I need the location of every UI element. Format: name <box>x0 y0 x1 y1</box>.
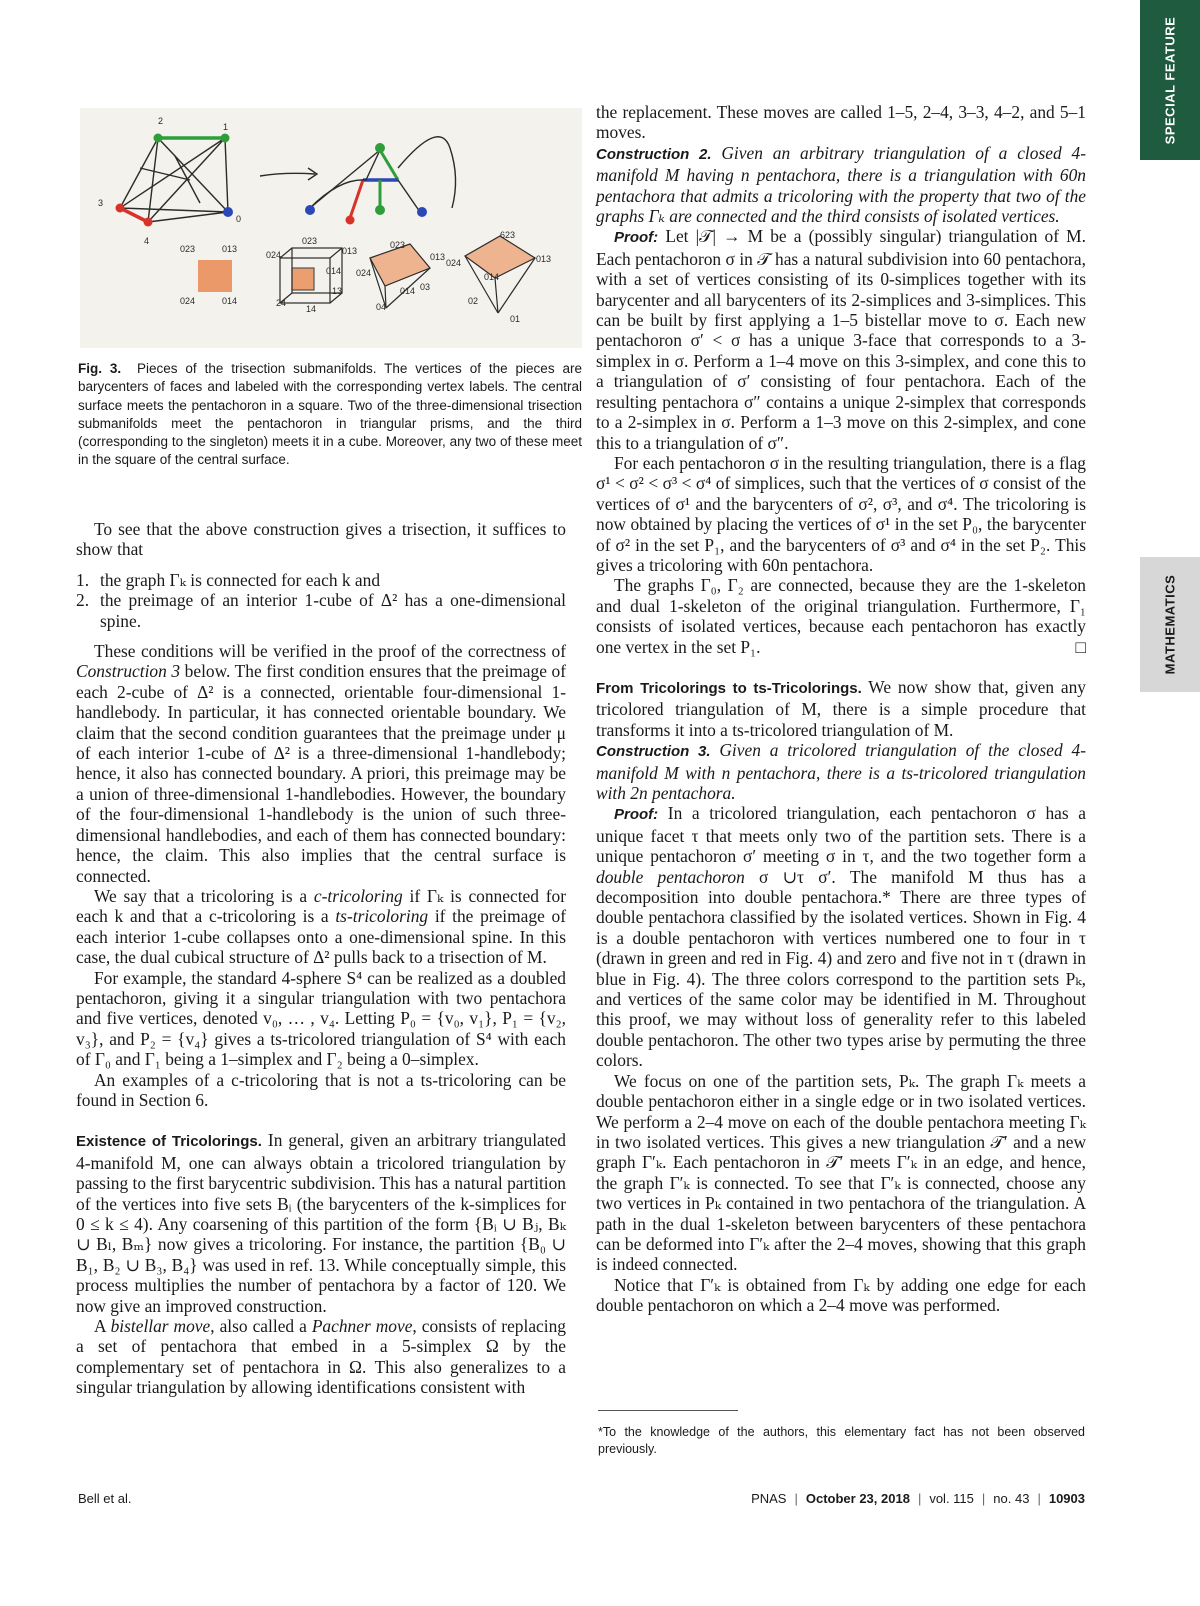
right-column <box>596 102 1086 1316</box>
vertex-label: 3 <box>98 198 104 208</box>
crossref-link[interactable]: Construction 3 <box>76 661 181 682</box>
text-run: , consists of replacing a set of pentachora that embed in a 5-simplex Ω by the complementary set of pentachora in Ω. This also generalizes to a singular triangulation by allowing identifications consistent with <box>76 1316 566 1398</box>
vertex-label: 024 <box>356 268 372 278</box>
vertex-label: 023 <box>302 236 318 246</box>
footer-journal: PNAS <box>751 1491 787 1506</box>
vertex-label: 623 <box>500 230 516 240</box>
figure-3 <box>80 108 582 348</box>
mathematics-tab <box>1140 557 1200 692</box>
square-piece <box>198 260 232 292</box>
text-run: , also called a <box>210 1316 312 1337</box>
term: bistellar move <box>110 1316 211 1337</box>
text-run: We say that a tricoloring is a <box>94 885 314 906</box>
vertex-label: 014 <box>484 272 500 282</box>
vertex-label: 014 <box>222 296 238 306</box>
vertex-label: 03 <box>420 282 431 292</box>
paragraph: We focus on one of the partition sets, Pₖ. The graph Γₖ meets a double pentachoron either in a single edge or in two isolated vertices. We perform a 2–4 move on each of the double pentachora meeting Γₖ in two isolated vertices. This gives a new triangulation 𝒯′ and a new graph Γ′ₖ. Each pentachoron in 𝒯′ meets Γ′ₖ in an edge, and hence, the graph Γ′ₖ is connected. To see that Γ′ₖ is connected, choose any two vertices in Pₖ contained in two pentachora of the triangulation. A path in the dual 1-skeleton between barycenters of these pentachora can be deformed into Γ′ₖ after the 2–4 moves, showing that this graph is indeed connected. <box>596 1070 1086 1275</box>
vertex-dot <box>221 134 230 143</box>
vertex-label: 02 <box>468 296 479 306</box>
text-run: if the preimage of each interior 1-cube collapses onto a one-dimensional spine. In this case, the dual cubical structure of Δ² pulls back to a trisection of M. <box>76 906 566 968</box>
vertex-label: 013 <box>430 252 446 262</box>
vertex-label: 014 <box>400 286 416 296</box>
paragraph <box>76 641 566 886</box>
vertex-dot <box>346 216 355 225</box>
vertex-dot <box>417 207 427 217</box>
special-feature-tab <box>1140 0 1200 160</box>
vertex-dot <box>116 204 125 213</box>
list-item <box>76 590 566 631</box>
construction-heading: Construction 3. <box>596 743 711 761</box>
text-run: Let |𝒯| → M be a (possibly singular) triangulation of M. Each pentachoron σ in 𝒯 has a natural subdivision into 60 pentachora, with a set of vertices consisting of its 0-simplices together with its barycenter and all barycenters of its 2-simplices and 3-simplices. This can be built by first applying a 1–5 bistellar move to σ. Each new pentachoron σ′ < σ has a unique 3-face that corresponds to a 3-simplex in σ. Perform a 1–4 move on this 3-simplex, and cone this to a triangulation of σ′ consisting of four pentachora. Each of the resulting pentachora σ″ contains a unique 2-simplex that corresponds to a 2-simplex in σ. Perform a 1–3 move on this 2-simplex, and cone this to a triangulation of σ″. <box>596 226 1086 453</box>
paragraph <box>596 575 1086 657</box>
proof <box>596 803 1086 1070</box>
text-run: if Γₖ is connected for each k and that a c-tricoloring is a <box>76 885 566 927</box>
vertex-label: 023 <box>180 244 196 254</box>
vertex-dot <box>144 218 153 227</box>
section-heading: From Tricolorings to ts-Tricolorings. <box>596 679 862 697</box>
footer-volume: vol. 115 <box>929 1491 974 1506</box>
list-number: 2. <box>76 590 90 611</box>
text-run: In general, given an arbitrary triangulated 4-manifold M, one can always obtain a tricolored triangulation by passing to the first barycentric subdivision. This has a natural partition of the vertices into five sets Bᵢ (the barycenters of the k-simplices for 0 ≤ k ≤ 4). Any coarsening of this partition of the form {Bᵢ ∪ Bⱼ, Bₖ ∪ Bₗ, Bₘ} now gives a tricoloring. For instance, the partition {B₀ ∪ B₁, B₂ ∪ B₃, B₄} was used in ref. 13. While conceptually simple, this process multiplies the number of pentachora by a factor of 120. We now give an improved construction. <box>76 1130 566 1316</box>
list-text: the graph Γₖ is connected for each k and <box>100 569 381 590</box>
text-run: We now show that, given any tricolored triangulation of M, there is a simple procedure that transforms it into a ts-tricolored triangulation of M. <box>596 676 1087 740</box>
vertex-label: 24 <box>276 298 287 308</box>
paragraph: To see that the above construction gives a trisection, it suffices to show that <box>76 519 566 560</box>
vertex-label: 1 <box>223 122 229 132</box>
caption-label: Fig. 3. <box>78 361 122 376</box>
construction-2 <box>596 143 1086 227</box>
prism-piece <box>370 244 430 308</box>
construction-3 <box>596 740 1086 803</box>
paragraph <box>76 886 566 968</box>
paragraph: the replacement. These moves are called 1–5, 2–4, 3–3, 4–2, and 5–1 moves. <box>596 102 1086 143</box>
term: c-tricoloring <box>313 885 403 906</box>
vertex-label: 01 <box>510 314 521 324</box>
qed-symbol: □ <box>1075 636 1086 657</box>
proof <box>596 226 1086 452</box>
text-run: Given a tricolored triangulation of the closed 4-manifold M with n pentachora, there is a ts-tricolored triangulation with 2n pentachora. <box>596 740 1086 803</box>
vertex-label: 013 <box>222 244 238 254</box>
text-run: Given an arbitrary triangulation of a closed 4-manifold M having n pentachora, there is a triangulation with 60n pentachora that admits a tricoloring with the property that two of the graphs Γₖ are connected and the third consists of isolated vertices. <box>596 142 1086 227</box>
figure-caption <box>78 360 582 470</box>
paragraph: For example, the standard 4-sphere S⁴ can be realized as a doubled pentachoron, giving it a singular triangulation with two pentachora and five vertices, denoted v₀, … , v₄. Letting P₀ = {v₀, v₁}, P₁ = {v₂, v₃}, and P₂ = {v₄} gives a ts-tricolored triangulation of S⁴ with each of Γ₀ and Γ₁ being a 1–simplex and Γ₂ being a 0–simplex. <box>76 967 566 1070</box>
paragraph: An examples of a c-tricoloring that is not a ts-tricoloring can be found in Section 6. <box>76 1069 566 1110</box>
vertex-label: 023 <box>390 240 406 250</box>
text-run: The graphs Γ₀, Γ₂ are connected, because they are the 1-skeleton and dual 1-skeleton of the original triangulation. Furthermore, Γ₁ consists of isolated vertices, because each pentachoron has exactly one vertex in the set P₁. <box>596 575 1086 657</box>
vertex-dot <box>154 134 163 143</box>
vertex-label: 4 <box>144 236 150 246</box>
mathematics-label: MATHEMATICS <box>1162 574 1178 675</box>
vertex-label: 014 <box>326 266 342 276</box>
paragraph: For each pentachoron σ in the resulting triangulation, there is a flag σ¹ < σ² < σ³ < σ⁴ of simplices, such that the vertices of σ consist of the vertices of σ¹ and the barycenters of σ², σ³, and σ⁴. The tricoloring is now obtained by placing the vertices of σ¹ in the set P₀, the barycenter of σ² in the set P₁, and the barycenters of σ³ and σ⁴ in the set P₂. This gives a tricoloring with 60n pentachora. <box>596 452 1086 575</box>
vertex-label: 2 <box>158 116 164 126</box>
footer-issue: no. 43 <box>993 1491 1030 1506</box>
vertex-dot <box>305 205 315 215</box>
footer-date: October 23, 2018 <box>805 1491 910 1506</box>
paragraph: Notice that Γ′ₖ is obtained from Γₖ by adding one edge for each double pentachoron on which a 2–4 move was performed. <box>596 1274 1086 1316</box>
section-heading: Existence of Tricolorings. <box>76 1133 262 1151</box>
vertex-dot <box>223 207 233 217</box>
paragraph <box>76 1316 566 1398</box>
list-item <box>76 570 566 590</box>
vertex-label: 013 <box>342 246 358 256</box>
text-run: In a tricolored triangulation, each pentachoron σ has a unique facet τ that meets only two of the partition sets. There is a unique pentachoron σ′ meeting σ in τ, and the two together form a <box>596 803 1086 867</box>
footer-citation: PNAS | October 23, 2018 | vol. 115 | no. 43 | 10903 <box>751 1491 1085 1506</box>
proof-label: Proof: <box>614 229 659 247</box>
term: ts-tricoloring <box>335 906 429 927</box>
vertex-label: 024 <box>446 258 462 268</box>
vertex-label: 024 <box>266 250 282 260</box>
term: Pachner move <box>311 1316 413 1337</box>
caption-text: Pieces of the trisection submanifolds. The vertices of the pieces are barycenters of faces and labeled with the corresponding vertex labels. The central surface meets the pentachoron in a square. Two of the three-dimensional trisection submanifolds meet the pentachoron in triangular prisms, and the third (corresponding to the singleton) meets it in a cube. Moreover, any two of these meet in the square of the central surface. <box>78 361 582 468</box>
vertex-label: 013 <box>536 254 552 264</box>
paragraph <box>596 677 1086 740</box>
list-text: the preimage of an interior 1-cube of Δ² has a one-dimensional spine. <box>100 590 566 631</box>
text-run: σ ∪τ σ′. The manifold M thus has a decomposition into double pentachora.* There are three types of double pentachora classified by the isolated vertices. Shown in Fig. 4 is a double pentachoron with vertices numbered one to four in τ (drawn in green and red in Fig. 4) and zero and five not in τ (drawn in blue in Fig. 4). The three colors correspond to the partition sets Pₖ, and vertices of the same color may be identified in M. Throughout this proof, we may without loss of generality refer to this labeled double pentachoron. The other two types arise by permuting the three colors. <box>596 866 1086 1071</box>
vertex-dot <box>375 205 385 215</box>
proof-label: Proof: <box>614 806 659 824</box>
paragraph <box>76 1130 566 1316</box>
condition-list <box>76 570 566 631</box>
footer-page: 10903 <box>1048 1491 1085 1506</box>
footnote: *To the knowledge of the authors, this elementary fact has not been observed previously. <box>598 1425 1085 1456</box>
footer-authors: Bell et al. <box>78 1491 132 1506</box>
text-run: below. The first condition ensures that the preimage of each 2-cube of Δ² is a connected, orientable four-dimensional 1-handlebody. In particular, it has connected orientable boundary. We claim that the second condition guarantees that the preimage under μ of each interior 1-cube of Δ² is a three-dimensional 1-handlebody; hence, it also has connected boundary. A priori, this preimage may be a union of three-dimensional 1-handlebodies. However, the boundary of the four-dimensional 1-handlebody is the union of such three-dimensional handlebodies, and each of them has connected boundary: hence, the claim. This also implies that the central surface is connected. <box>76 661 566 886</box>
text-run: A <box>94 1316 111 1337</box>
text-run: These conditions will be verified in the proof of the correctness of <box>94 641 566 662</box>
figure-3-drawing <box>80 108 582 348</box>
left-column <box>76 519 566 1398</box>
vertex-label: 04 <box>376 302 387 312</box>
special-feature-label: SPECIAL FEATURE <box>1162 16 1178 144</box>
list-number: 1. <box>76 569 90 590</box>
vertex-label: 0 <box>236 214 242 224</box>
footnote-divider <box>598 1410 738 1411</box>
vertex-label: 13 <box>332 286 343 296</box>
vertex-label: 14 <box>306 304 317 314</box>
term: double pentachoron <box>596 866 745 887</box>
vertex-label: 024 <box>180 296 196 306</box>
vertex-dot <box>375 143 385 153</box>
construction-heading: Construction 2. <box>596 145 712 163</box>
